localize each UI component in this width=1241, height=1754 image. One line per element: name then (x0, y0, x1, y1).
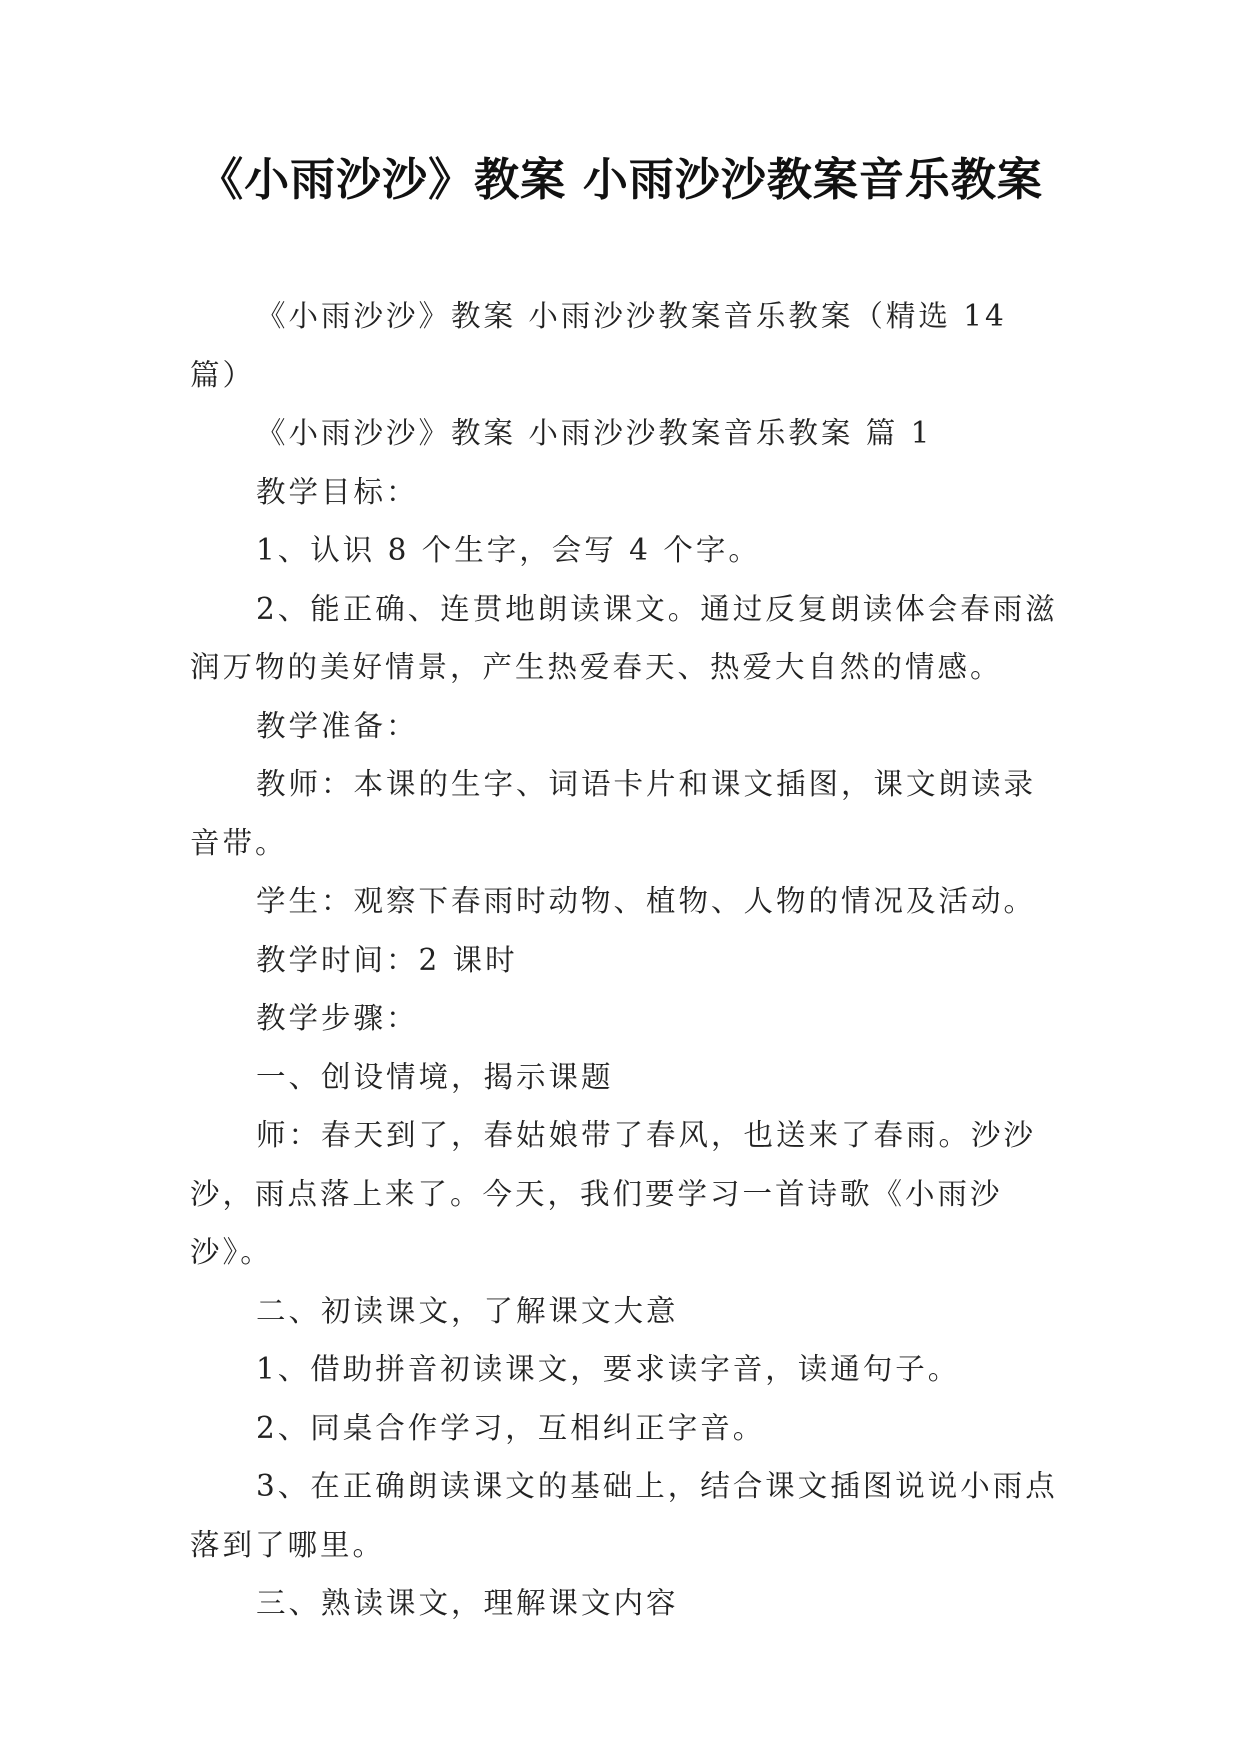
paragraph-article-heading: 《小雨沙沙》教案 小雨沙沙教案音乐教案 篇 1 (256, 416, 933, 450)
paragraph-objectives-heading: 教学目标： (256, 474, 419, 509)
paragraph-objective-2: 2、能正确、连贯地朗读课文。通过反复朗读体会春雨滋润万物的美好情景，产生热爱春天、热爱大自然的情感。 (190, 591, 1058, 684)
paragraph-objective-1: 1、认识 8 个生字，会写 4 个字。 (256, 533, 761, 567)
document-body (190, 287, 1060, 1633)
paragraph-step-2-heading: 二、初读课文，了解课文大意 (256, 1293, 679, 1328)
paragraph-step-3-heading: 三、熟读课文，理解课文内容 (256, 1586, 679, 1620)
paragraph-steps-heading: 教学步骤： (256, 1001, 419, 1035)
paragraph-step-2-item-2: 2、同桌合作学习，互相纠正字音。 (256, 1410, 766, 1445)
document-title: 《小雨沙沙》教案 小雨沙沙教案音乐教案 (198, 153, 1043, 206)
paragraph-teaching-time: 教学时间：2 课时 (256, 942, 518, 977)
paragraph-collection-heading: 《小雨沙沙》教案 小雨沙沙教案音乐教案（精选 14 篇） (190, 299, 1007, 392)
paragraph-student-preparation: 学生：观察下春雨时动物、植物、人物的情况及活动。 (256, 884, 1037, 918)
paragraph-step-2-item-1: 1、借助拼音初读课文，要求读字音，读通句子。 (256, 1352, 961, 1386)
paragraph-preparation-heading: 教学准备： (256, 708, 419, 743)
paragraph-step-1-content: 师：春天到了，春姑娘带了春风，也送来了春雨。沙沙沙，雨点落上来了。今天，我们要学习一首诗歌《小雨沙沙》。 (190, 1118, 1037, 1269)
paragraph-step-2-item-3: 3、在正确朗读课文的基础上，结合课文插图说说小雨点落到了哪里。 (190, 1469, 1058, 1562)
paragraph-teacher-preparation: 教师：本课的生字、词语卡片和课文插图，课文朗读录音带。 (190, 767, 1037, 860)
paragraph-step-1-heading: 一、创设情境，揭示课题 (256, 1059, 614, 1094)
